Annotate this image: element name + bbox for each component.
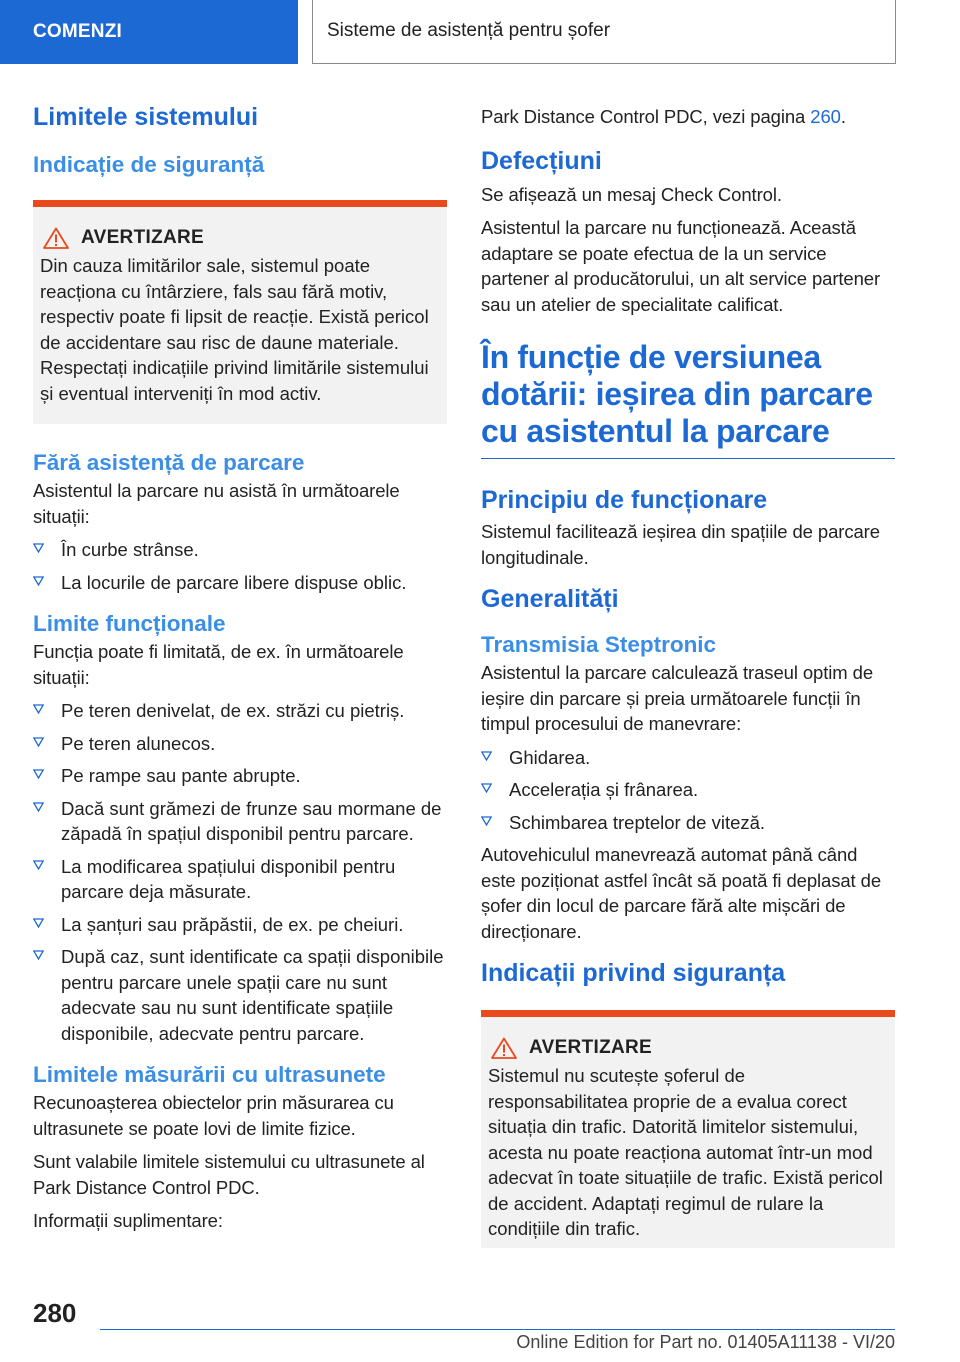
paragraph: Se afișează un mesaj Check Control.	[481, 183, 782, 205]
paragraph: Autovehiculul manevrează automat până când este poziționat astfel încât să poată fi deplasat de șofer din locul de parcare fără alte mișcări de direcționare.	[481, 844, 882, 942]
list-item: Dacă sunt grămezi de frunze sau mormane de zăpadă în spațiul disponibil pentru parcare.	[33, 796, 447, 847]
warning-title: AVERTIZARE	[529, 1037, 652, 1058]
list-item: Pe teren denivelat, de ex. străzi cu pietriș.	[33, 698, 447, 724]
pdc-reference: Park Distance Control PDC, vezi pagina 260.	[481, 106, 846, 127]
heading-no-assist: Fără asistență de parcare	[33, 450, 305, 475]
warning-box	[33, 200, 447, 424]
triangle-bullet-icon	[33, 537, 61, 563]
warning-triangle-icon	[43, 227, 69, 249]
list-item: La locurile de parcare libere dispuse oblic.	[33, 570, 447, 596]
list-item: Pe teren alunecos.	[33, 731, 447, 757]
warning-box	[481, 1010, 895, 1248]
heading-rule	[481, 458, 895, 459]
bullet-list	[33, 537, 447, 595]
heading-steptronic: Transmisia Steptronic	[481, 632, 717, 657]
paragraph: Recunoașterea obiectelor prin măsurarea cu ultrasunete se poate lovi de limite fizice.	[33, 1092, 394, 1139]
paragraph: Asistentul la parcare nu asistă în următoarele situații:	[33, 480, 400, 527]
main-heading: În funcție de versiunea dotării: ieșirea din parcare cu asistentul la parcare	[481, 339, 873, 449]
triangle-bullet-icon	[481, 745, 509, 771]
warning-text: Sistemul nu scutește șoferul de responsabilitatea proprie de a evalua corect situația din trafic. Datorită limitelor sistemului, acesta nu poate reacționa automat într-un mod adecvat în toate situațiile de trafic. Există pericol de accident. Adaptați regimul de rulare la condițiile din trafic.	[488, 1065, 883, 1239]
triangle-bullet-icon	[33, 854, 61, 905]
list-item: După caz, sunt identificate ca spații disponibile pentru parcare unele spații care nu sunt adecvate sau nu sunt identificate spațiile disponibile, adecvate pentru parcare.	[33, 944, 447, 1046]
edition-note: Online Edition for Part no. 01405A11138 - VI/20	[516, 1332, 895, 1352]
triangle-bullet-icon	[33, 698, 61, 724]
page-number: 280	[33, 1298, 77, 1328]
page-link[interactable]: 260	[810, 106, 841, 127]
paragraph: Asistentul la parcare calculează traseul optim de ieșire din parcare și preia următoarele funcții în timpul procesului de manevrare:	[481, 662, 874, 734]
triangle-bullet-icon	[33, 796, 61, 847]
heading-system-limits: Limitele sistemului	[33, 103, 259, 131]
triangle-bullet-icon	[33, 763, 61, 789]
paragraph: Asistentul la parcare nu funcționează. Această adaptare se poate efectua de la un service partener al producătorului, un alt service partener sau un atelier de specialitate calificat.	[481, 217, 881, 315]
section-tab[interactable]: COMENZI	[0, 0, 298, 64]
list-item: Ghidarea.	[481, 745, 895, 771]
list-item: Accelerația și frânarea.	[481, 777, 895, 803]
warning-title: AVERTIZARE	[81, 227, 204, 248]
list-item: În curbe strânse.	[33, 537, 447, 563]
paragraph: Sunt valabile limitele sistemului cu ultrasunete al Park Distance Control PDC.	[33, 1151, 425, 1198]
heading-functional-limits: Limite funcționale	[33, 611, 226, 636]
heading-general: Generalități	[481, 585, 619, 613]
heading-safety-notes: Indicații privind siguranța	[481, 959, 786, 987]
heading-safety-note: Indicație de siguranță	[33, 152, 265, 177]
list-item: Pe rampe sau pante abrupte.	[33, 763, 447, 789]
footer-rule	[100, 1329, 895, 1330]
bullet-list	[33, 698, 447, 1046]
list-item: Schimbarea treptelor de viteză.	[481, 810, 895, 836]
warning-header	[488, 1037, 887, 1059]
left-column	[33, 100, 447, 1242]
triangle-bullet-icon	[33, 944, 61, 1046]
heading-principle: Principiu de funcționare	[481, 486, 768, 514]
warning-triangle-icon	[491, 1037, 517, 1059]
triangle-bullet-icon	[33, 912, 61, 938]
triangle-bullet-icon	[481, 777, 509, 803]
paragraph: Informații suplimentare:	[33, 1210, 223, 1231]
paragraph: Sistemul facilitează ieșirea din spațiile de parcare longitudinale.	[481, 521, 880, 568]
list-item: La șanțuri sau prăpăstii, de ex. pe cheiuri.	[33, 912, 447, 938]
bullet-list	[481, 745, 895, 836]
chapter-title: Sisteme de asistență pentru șofer	[312, 0, 896, 64]
warning-text: Din cauza limitărilor sale, sistemul poate reacționa cu întârziere, fals sau fără motiv, respectiv poate fi lipsit de reacție. Există pericol de accidentare sau risc de daune materiale. Respectați indicațiile privind limitările sistemului și eventual interveniți în mod activ.	[40, 255, 429, 404]
warning-header	[40, 227, 439, 249]
paragraph: Funcția poate fi limitată, de ex. în următoarele situații:	[33, 641, 404, 688]
triangle-bullet-icon	[33, 731, 61, 757]
heading-ultrasonic-limits: Limitele măsurării cu ultrasunete	[33, 1062, 386, 1087]
right-column	[481, 104, 895, 1248]
triangle-bullet-icon	[33, 570, 61, 596]
heading-defects: Defecțiuni	[481, 146, 602, 175]
list-item: La modificarea spațiului disponibil pentru parcare deja măsurate.	[33, 854, 447, 905]
triangle-bullet-icon	[481, 810, 509, 836]
